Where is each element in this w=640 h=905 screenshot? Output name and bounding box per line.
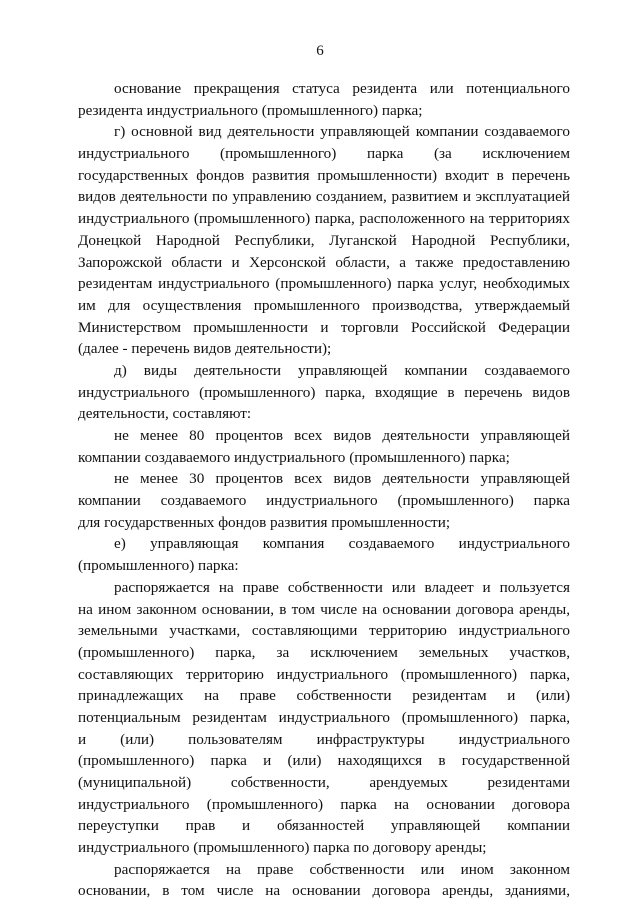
text-line: не менее 30 процентов всех видов деятельности управляющей	[114, 470, 570, 488]
text-line: основании, в том числе на основании договора аренды, зданиями,	[78, 882, 570, 900]
text-line: принадлежащих на праве собственности резидентам и (или)	[78, 687, 570, 705]
text-line: деятельности, составляют:	[78, 405, 252, 423]
text-line: потенциальным резидентам индустриального (промышленного) парка,	[78, 708, 570, 726]
text-line: индустриального (промышленного) парка по договору аренды;	[78, 839, 487, 857]
text-line: г) основной вид деятельности управляющей компании создаваемого	[114, 123, 570, 141]
text-line: Министерством промышленности и торговли Российской Федерации	[78, 318, 570, 336]
text-line: Донецкой Народной Республики, Луганской Народной Республики,	[78, 231, 570, 249]
text-line: компании создаваемого индустриального (промышленного) парка	[78, 492, 570, 510]
text-line: государственных фондов развития промышленности) входит в перечень	[78, 166, 570, 184]
text-line: распоряжается на праве собственности или ином законном	[114, 860, 570, 878]
text-line: (муниципальной) собственности, арендуемых резидентами	[78, 774, 570, 791]
text-line: и (или) пользователям инфраструктуры индустриального	[78, 730, 570, 748]
text-line: земельными участками, составляющими территорию индустриального	[78, 622, 570, 640]
text-line: составляющих территорию индустриального (промышленного) парка,	[78, 665, 570, 683]
text-line: индустриального (промышленного) парка (за исключением	[78, 145, 570, 163]
text-line: (промышленного) парка, за исключением земельных участков,	[78, 643, 570, 661]
text-line: (промышленного) парка:	[78, 557, 239, 575]
text-line: индустриального (промышленного) парка, входящие в перечень видов	[78, 383, 570, 401]
text-line: компании создаваемого индустриального (промышленного) парка;	[78, 448, 510, 466]
text-line: (промышленного) парка и (или) находящихся в государственной	[78, 752, 570, 770]
text-line: основание прекращения статуса резидента или потенциального	[114, 80, 570, 97]
text-line: резидентам индустриального (промышленного) парка услуг, необходимых	[78, 275, 570, 293]
text-line: для государственных фондов развития промышленности;	[78, 513, 451, 531]
text-line: переуступки прав и обязанностей управляющей компании	[78, 817, 570, 835]
text-line: д) виды деятельности управляющей компании создаваемого	[114, 361, 570, 379]
page-number: 6	[316, 43, 324, 59]
text-line: индустриального (промышленного) парка, расположенного на территориях	[78, 210, 570, 228]
text-line: видов деятельности по управлению созданием, развитием и эксплуатацией	[78, 188, 570, 206]
text-line: е) управляющая компания создаваемого индустриального	[114, 535, 570, 553]
text-line: Запорожской области и Херсонской области, а также предоставлению	[78, 253, 570, 271]
text-line: на ином законном основании, в том числе на основании договора аренды,	[78, 600, 570, 618]
text-line: им для осуществления промышленного производства, утверждаемый	[78, 296, 570, 314]
text-line: (далее - перечень видов деятельности);	[78, 340, 332, 358]
text-line: не менее 80 процентов всех видов деятельности управляющей	[114, 427, 570, 444]
text-line: резидента индустриального (промышленного) парка;	[78, 101, 423, 119]
text-line: распоряжается на праве собственности или владеет и пользуется	[114, 578, 570, 596]
text-line: индустриального (промышленного) парка на основании договора	[78, 795, 570, 813]
document-body	[78, 78, 570, 902]
